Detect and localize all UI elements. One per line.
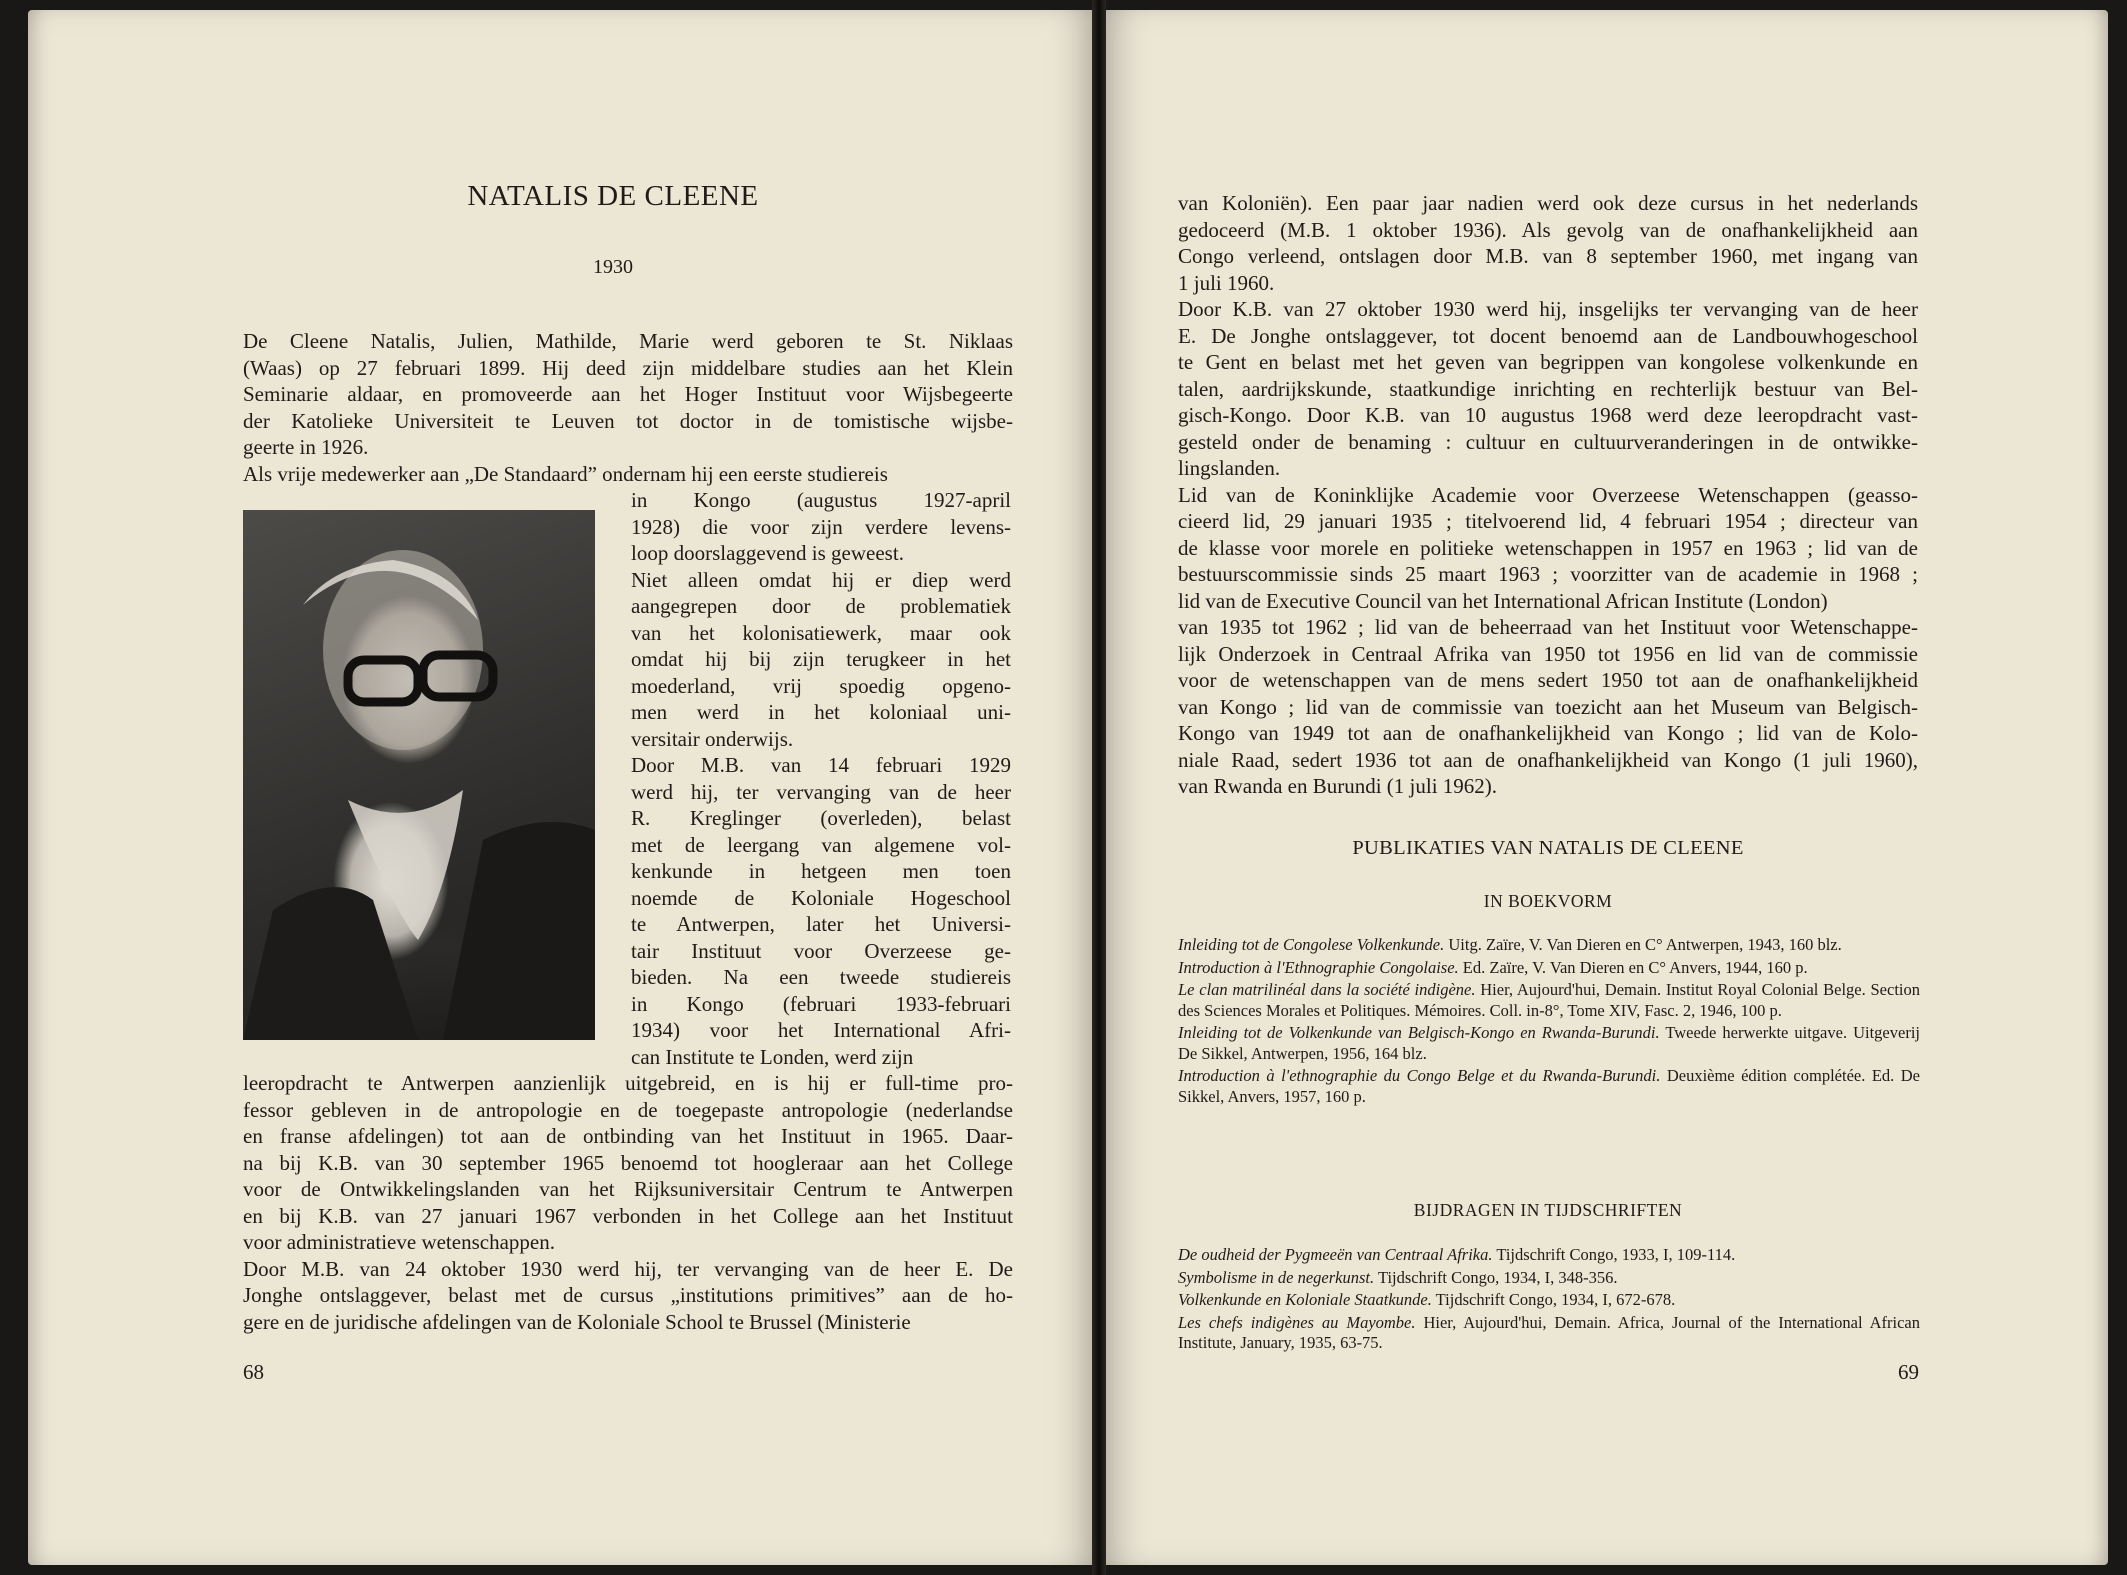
text-line: en franse afdelingen) tot aan de ontbinding van het Instituut in 1965. Daar- [243, 1124, 1013, 1148]
text-line: Door M.B. van 14 februari 1929 [631, 753, 1011, 777]
publication-entry [1178, 1066, 1920, 1107]
text-line: (Waas) op 27 februari 1899. Hij deed zijn middelbare studies aan het Klein [243, 355, 1013, 380]
publication-title: Inleiding tot de Volkenkunde van Belgisch-Kongo en Rwanda-Burundi. [1178, 1023, 1660, 1042]
text-line: Kongo van 1949 tot aan de onafhankelijkheid van Kongo ; lid van de Kolo- [1178, 721, 1918, 745]
text-line: omdat hij bij zijn terugkeer in het [631, 647, 1011, 671]
text-line: geerte in 1926. [243, 435, 369, 459]
text-line: Congo verleend, ontslagen door M.B. van 8 september 1960, met ingang van [1178, 244, 1918, 268]
text-line: cieerd lid, 29 januari 1935 ; titelvoerend lid, 4 februari 1954 ; directeur van [1178, 509, 1918, 533]
text-line: van Koloniën). Een paar jaar nadien werd ook deze cursus in het nederlands [1178, 191, 1918, 215]
publication-details: Tijdschrift Congo, 1934, I, 672-678. [1431, 1290, 1676, 1309]
text-line: gedoceerd (M.B. 1 oktober 1936). Als gevolg van de onafhankelijkheid aan [1178, 217, 1918, 242]
text-line: E. De Jonghe ontslaggever, tot docent benoemd aan de Landbouwhogeschool [1178, 323, 1918, 348]
publication-details: Tijdschrift Congo, 1934, I, 348-356. [1374, 1267, 1618, 1287]
portrait-photo [243, 510, 595, 1040]
books-heading: IN BOEKVORM [1483, 891, 1613, 911]
publication-entry [1178, 1268, 1920, 1289]
biography-wrap-text [631, 487, 1011, 1070]
publication-entry [1178, 1290, 1920, 1311]
text-line: voor de Ontwikkelingslanden van het Rijksuniversitair Centrum te Antwerpen [243, 1177, 1013, 1201]
text-line: lijk Onderzoek in Centraal Afrika van 1950 tot 1956 en lid van de commissie [1178, 641, 1918, 666]
text-line: van 1935 tot 1962 ; lid van de beheerraad van het Instituut voor Wetenschappe- [1178, 615, 1918, 639]
publication-title: Introduction à l'ethnographie du Congo Belge et du Rwanda-Burundi. [1178, 1066, 1661, 1085]
text-line: moederland, vrij spoedig opgeno- [631, 673, 1011, 698]
publication-details: Ed. Zaïre, V. Van Dieren en C° Anvers, 1944, 160 p. [1458, 957, 1808, 977]
text-line: 1 juli 1960. [1178, 270, 1275, 295]
publication-details: Hier, Aujourd'hui, Demain. Institut Royal Colonial Belge. Section des Sciences Morales et Politiques. Mémoires. Coll. in-8°, Tome XIV, Fasc. 2, 1946, 100 p. [1178, 980, 1920, 1020]
publication-entry [1178, 1023, 1920, 1064]
text-line: lingslanden. [1178, 456, 1281, 480]
text-line: loop doorslaggevend is geweest. [631, 541, 904, 565]
text-line: leeropdracht te Antwerpen aanzienlijk uitgebreid, en is hij er full-time pro- [243, 1071, 1013, 1095]
text-line: van het kolonisatiewerk, maar ook [631, 620, 1011, 645]
text-line: Door M.B. van 24 oktober 1930 werd hij, ter vervanging van de heer E. De [243, 1256, 1013, 1281]
page-title: NATALIS DE CLEENE [467, 180, 759, 212]
publication-title: De oudheid der Pygmeeën van Centraal Afrika. [1178, 1245, 1493, 1264]
text-line: R. Kreglinger (overleden), belast [631, 806, 1011, 830]
page-number-right: 69 [1898, 1360, 1919, 1384]
text-line: in Kongo (februari 1933-februari [631, 991, 1011, 1016]
publication-entry [1178, 980, 1920, 1021]
text-line: 1928) die voor zijn verdere levens- [631, 514, 1011, 539]
text-line: talen, aardrijkskunde, staatkundige inrichting en rechterlijk bestuur van Bel- [1178, 376, 1918, 401]
page-number-left: 68 [243, 1360, 264, 1384]
publication-details: Tweede herwerkte uitgave. Uitgeverij De Sikkel, Antwerpen, 1956, 164 blz. [1178, 1023, 1920, 1063]
text-line: te Gent en belast met het geven van begrippen van kongolese volkenkunde en [1178, 350, 1918, 374]
text-line: bieden. Na een tweede studiereis [631, 965, 1011, 989]
publication-entry [1178, 935, 1920, 956]
text-line: Door K.B. van 27 oktober 1930 werd hij, insgelijks ter vervanging van de heer [1178, 297, 1918, 321]
biography-paragraph-1 [243, 328, 1013, 461]
biography-continuation [1178, 190, 1918, 800]
text-line: tair Instituut voor Overzeese ge- [631, 938, 1011, 963]
publication-title: Le clan matrilinéal dans la société indigène. [1178, 980, 1476, 999]
text-line: aangegrepen door de problematiek [631, 594, 1011, 618]
publication-details: Hier, Aujourd'hui, Demain. Africa, Journal of the International African Institute, January, 1935, 63-75. [1178, 1312, 1920, 1352]
text-line: voor administratieve wetenschappen. [243, 1230, 555, 1254]
publication-title: Inleiding tot de Congolese Volkenkunde. [1178, 935, 1445, 954]
articles-heading: BIJDRAGEN IN TIJDSCHRIFTEN [1413, 1200, 1683, 1220]
books-list [1178, 935, 1920, 1109]
text-line: gesteld onder de benaming : cultuur en cultuurveranderingen in de ontwikke- [1178, 429, 1918, 454]
publication-entry [1178, 958, 1920, 979]
text-line: bestuurscommissie sinds 25 maart 1963 ; voorzitter van de academie in 1968 ; [1178, 562, 1918, 586]
text-line: en bij K.B. van 27 januari 1967 verbonden in het College aan het Instituut [243, 1203, 1013, 1228]
text-line: 1934) voor het International Afri- [631, 1018, 1011, 1042]
book-gutter [1092, 0, 1106, 1575]
text-line: niale Raad, sedert 1936 tot aan de onafhankelijkheid van Kongo (1 juli 1960), [1178, 747, 1918, 772]
text-line: men werd in het koloniaal uni- [631, 700, 1011, 724]
left-page [28, 10, 1098, 1565]
publication-title: Introduction à l'Ethnographie Congolaise. [1178, 957, 1459, 977]
publication-details: Tijdschrift Congo, 1933, I, 109-114. [1492, 1245, 1736, 1264]
publication-entry [1178, 1313, 1920, 1354]
text-line: gisch-Kongo. Door K.B. van 10 augustus 1968 werd deze leeropdracht vast- [1178, 403, 1918, 427]
text-line: te Antwerpen, later het Universi- [631, 912, 1011, 936]
publication-title: Symbolisme in de negerkunst. [1178, 1267, 1375, 1287]
text-line: Lid van de Koninklijke Academie voor Overzeese Wetenschappen (geasso- [1178, 482, 1918, 507]
text-line: Niet alleen omdat hij er diep werd [631, 567, 1011, 592]
text-line: De Cleene Natalis, Julien, Mathilde, Marie werd geboren te St. Niklaas [243, 329, 1013, 353]
publication-details: Deuxième édition complétée. Ed. De Sikkel, Anvers, 1957, 160 p. [1178, 1066, 1920, 1106]
text-line: met de leergang van algemene vol- [631, 832, 1011, 857]
text-line: de klasse voor morele en politieke wetenschappen in 1957 en 1963 ; lid van de [1178, 535, 1918, 560]
biography-paragraph-continued [243, 1070, 1013, 1335]
text-line: van Rwanda en Burundi (1 juli 1962). [1178, 774, 1498, 798]
text-line: gere en de juridische afdelingen van de Koloniale School te Brussel (Ministerie [243, 1309, 911, 1334]
text-line: van Kongo ; lid van de commissie van toezicht aan het Museum van Belgisch- [1178, 694, 1918, 719]
text-line: fessor gebleven in de antropologie en de toegepaste antropologie (nederlandse [243, 1097, 1013, 1122]
text-line: in Kongo (augustus 1927-april [631, 488, 1011, 512]
articles-list [1178, 1245, 1920, 1356]
publication-entry [1178, 1245, 1920, 1266]
text-line: Seminarie aldaar, en promoveerde aan het Hoger Instituut voor Wijsbegeerte [243, 382, 1013, 406]
text-line: versitair onderwijs. [631, 726, 794, 751]
text-line: can Institute te Londen, werd zijn [631, 1044, 914, 1069]
publication-title: Volkenkunde en Koloniale Staatkunde. [1178, 1290, 1432, 1309]
right-page [1098, 10, 2108, 1565]
text-line: lid van de Executive Council van het International African Institute (London) [1178, 588, 1828, 613]
text-line: werd hij, ter vervanging van de heer [631, 779, 1011, 804]
publication-details: Uitg. Zaïre, V. Van Dieren en C° Antwerpen, 1943, 160 blz. [1444, 935, 1842, 954]
text-line: kenkunde in hetgeen men toen [631, 859, 1011, 883]
text-line: noemde de Koloniale Hogeschool [631, 885, 1011, 910]
text-line: na bij K.B. van 30 september 1965 benoemd tot hoogleraar aan het College [243, 1150, 1013, 1175]
biography-paragraph-2-first-line: Als vrije medewerker aan „De Standaard” ondernam hij een eerste studiereis [243, 462, 888, 486]
publication-title: Les chefs indigènes au Mayombe. [1178, 1312, 1416, 1332]
publications-heading: PUBLIKATIES VAN NATALIS DE CLEENE [1352, 837, 1744, 859]
text-line: voor de wetenschappen van de mens sedert 1950 tot aan de onafhankelijkheid [1178, 668, 1918, 692]
year-label: 1930 [593, 256, 633, 278]
text-line: der Katolieke Universiteit te Leuven tot doctor in de tomistische wijsbe- [243, 408, 1013, 433]
text-line: Jonghe ontslaggever, belast met de cursus „institutions primitives” aan de ho- [243, 1283, 1013, 1307]
